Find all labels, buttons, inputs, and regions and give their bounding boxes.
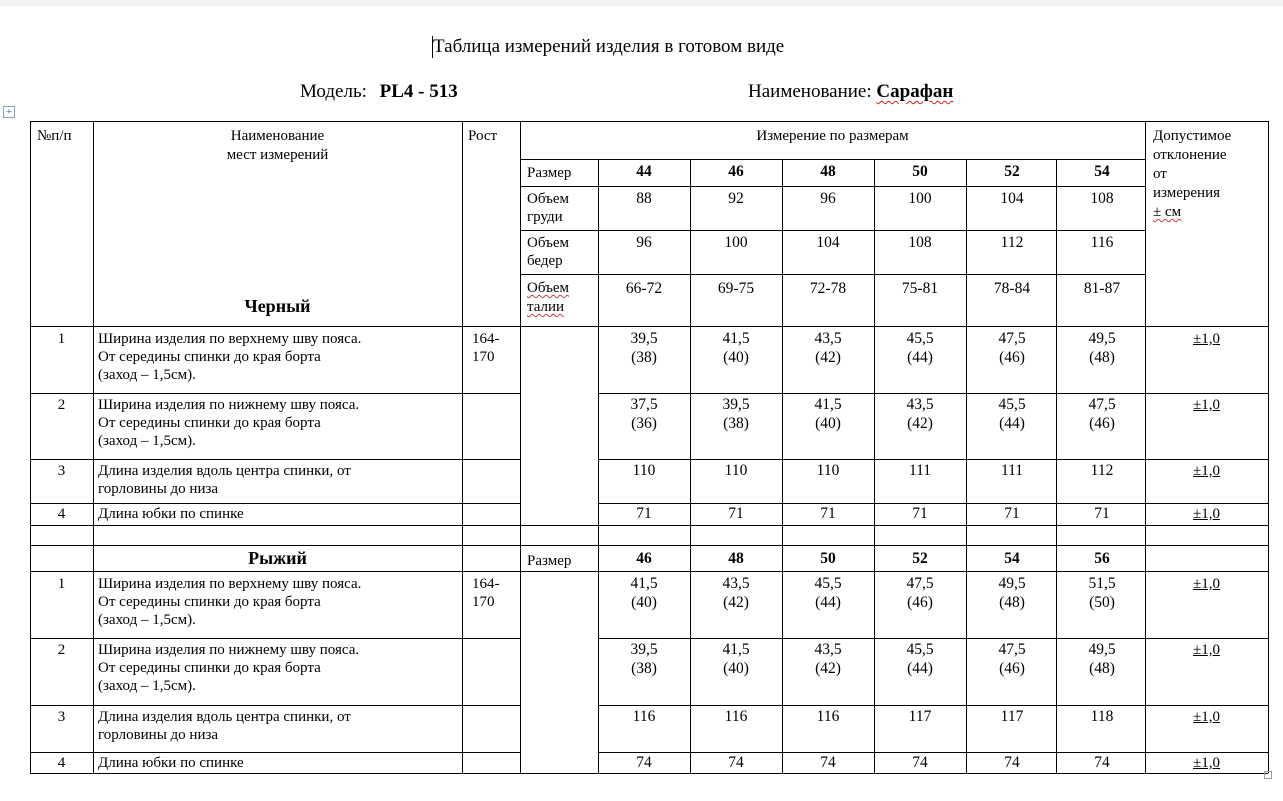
measurement-value: (42) xyxy=(723,594,749,611)
table-border xyxy=(690,326,691,773)
measurement-value: (38) xyxy=(631,349,657,366)
measurement-value: (44) xyxy=(907,349,933,366)
measurement-value: 45,5 xyxy=(906,330,934,347)
measurement-value: 49,5 xyxy=(998,575,1026,592)
header-place: Наименование xyxy=(230,128,325,144)
table-border xyxy=(598,159,599,326)
measurement-value: 74 xyxy=(636,754,652,771)
table-border xyxy=(30,752,520,753)
waist-value: 72-78 xyxy=(809,280,847,297)
row-number: 3 xyxy=(57,709,66,725)
height-value: 170 xyxy=(472,349,495,365)
size-value: 48 xyxy=(728,550,744,567)
chest-value: 96 xyxy=(820,190,836,207)
measurement-value: 47,5 xyxy=(998,641,1026,658)
waist-label: талии xyxy=(527,299,565,315)
row-description: От середины спинки до края борта xyxy=(98,594,321,610)
table-border xyxy=(30,525,1268,526)
size-value: 56 xyxy=(1094,550,1110,567)
table-border xyxy=(598,752,1268,753)
measurement-value: 51,5 xyxy=(1088,575,1116,592)
chest-label: груди xyxy=(527,209,563,225)
size-value: 52 xyxy=(1004,163,1020,180)
measurement-value: 71 xyxy=(820,505,836,522)
measurement-value: (36) xyxy=(631,415,657,432)
measurement-value: (46) xyxy=(999,660,1025,677)
row-number: 4 xyxy=(57,755,66,771)
measurement-value: 37,5 xyxy=(630,396,658,413)
measurement-value: (42) xyxy=(815,349,841,366)
measurement-value: 41,5 xyxy=(630,575,658,592)
measurement-value: 116 xyxy=(816,708,840,725)
table-border xyxy=(30,393,520,394)
section-title: Черный xyxy=(244,296,311,316)
table-border xyxy=(598,638,1268,639)
header-number: №п/п xyxy=(37,128,72,144)
measurement-value: 39,5 xyxy=(630,330,658,347)
measurement-value: 43,5 xyxy=(722,575,750,592)
row-description: От середины спинки до края борта xyxy=(98,660,321,676)
tolerance-value: ±1,0 xyxy=(1193,463,1220,479)
measurement-value: 71 xyxy=(728,505,744,522)
measurement-value: (50) xyxy=(1089,594,1115,611)
measurement-value: (40) xyxy=(723,349,749,366)
measurement-value: 74 xyxy=(1094,754,1110,771)
measurement-value: (38) xyxy=(631,660,657,677)
model-line xyxy=(300,81,458,103)
row-description: горловины до низа xyxy=(98,727,219,743)
measurement-value: 71 xyxy=(1004,505,1020,522)
size-label: Размер xyxy=(527,553,572,569)
row-number: 3 xyxy=(57,463,66,479)
measurement-value: 71 xyxy=(912,505,928,522)
measurement-value: 49,5 xyxy=(1088,330,1116,347)
row-description: Длина юбки по спинке xyxy=(98,755,244,771)
table-right-border xyxy=(1268,121,1269,773)
hips-value: 112 xyxy=(1000,234,1024,251)
measurement-value: (46) xyxy=(907,594,933,611)
hips-value: 108 xyxy=(908,234,932,251)
measurement-value: 110 xyxy=(816,462,840,479)
model-value: PL4 - 513 xyxy=(379,81,458,102)
table-border xyxy=(520,121,521,773)
table-border xyxy=(30,503,520,504)
row-description: Ширина изделия по верхнему шву пояса. xyxy=(98,576,362,592)
table-border xyxy=(30,326,1268,327)
table-left-border xyxy=(30,121,31,773)
table-border xyxy=(966,326,967,773)
section-title: Рыжий xyxy=(248,548,307,568)
measurement-value: 74 xyxy=(728,754,744,771)
row-description: (заход – 1,5см). xyxy=(98,433,196,449)
measurement-value: (48) xyxy=(999,594,1025,611)
measurement-value: 116 xyxy=(632,708,656,725)
measurement-value: 41,5 xyxy=(722,641,750,658)
header-tolerance: отклонение xyxy=(1153,147,1227,163)
measurement-value: 45,5 xyxy=(814,575,842,592)
size-value: 52 xyxy=(912,550,928,567)
row-description: Длина юбки по спинке xyxy=(98,506,244,522)
table-border xyxy=(874,326,875,773)
table-border xyxy=(598,393,1268,394)
measurement-value: 118 xyxy=(1090,708,1114,725)
table-border xyxy=(30,638,520,639)
table-border xyxy=(520,274,1145,275)
measurement-value: 117 xyxy=(908,708,932,725)
table-border xyxy=(30,571,1268,572)
measurement-value: 116 xyxy=(724,708,748,725)
tolerance-value: ±1,0 xyxy=(1193,576,1220,592)
measurement-value: (40) xyxy=(815,415,841,432)
table-border xyxy=(520,230,1145,231)
chest-value: 92 xyxy=(728,190,744,207)
size-value: 54 xyxy=(1094,163,1110,180)
measurement-value: 110 xyxy=(632,462,656,479)
chest-value: 100 xyxy=(908,190,932,207)
measurement-value: (44) xyxy=(907,660,933,677)
chest-value: 88 xyxy=(636,190,652,207)
row-description: Ширина изделия по нижнему шву пояса. xyxy=(98,642,360,658)
measurement-value: 74 xyxy=(1004,754,1020,771)
size-label: Размер xyxy=(527,165,572,181)
window-top-bar xyxy=(0,0,1283,6)
chest-value: 104 xyxy=(1000,190,1024,207)
row-description: Ширина изделия по верхнему шву пояса. xyxy=(98,331,362,347)
height-value: 164- xyxy=(472,331,500,347)
size-value: 46 xyxy=(636,550,652,567)
waist-value: 66-72 xyxy=(625,280,663,297)
waist-value: 69-75 xyxy=(717,280,755,297)
row-number: 1 xyxy=(57,576,66,592)
row-number: 4 xyxy=(57,506,66,522)
row-description: От середины спинки до края борта xyxy=(98,415,321,431)
table-border xyxy=(874,159,875,326)
table-border xyxy=(30,545,1268,546)
measurement-value: 47,5 xyxy=(1088,396,1116,413)
header-tolerance: Допустимое xyxy=(1153,128,1232,144)
size-value: 44 xyxy=(636,163,652,180)
measurement-value: 45,5 xyxy=(906,641,934,658)
header-tolerance: от xyxy=(1153,166,1167,182)
row-description: Длина изделия вдоль центра спинки, от xyxy=(98,709,351,725)
table-border xyxy=(598,459,1268,460)
measurement-value: 41,5 xyxy=(722,330,750,347)
measurement-value: 39,5 xyxy=(722,396,750,413)
table-border xyxy=(966,159,967,326)
measurement-value: 39,5 xyxy=(630,641,658,658)
measurement-value: (48) xyxy=(1089,349,1115,366)
size-value: 50 xyxy=(820,550,836,567)
size-value: 48 xyxy=(820,163,836,180)
table-resize-handle-icon[interactable] xyxy=(1264,771,1272,779)
measurement-value: 45,5 xyxy=(998,396,1026,413)
table-border xyxy=(1056,159,1057,326)
row-description: (заход – 1,5см). xyxy=(98,678,196,694)
measurement-value: 111 xyxy=(1000,462,1024,479)
header-measure: Измерение по размерам xyxy=(756,128,909,144)
measurement-value: 112 xyxy=(1090,462,1114,479)
table-top-border xyxy=(30,121,1268,122)
measurement-value: (42) xyxy=(815,660,841,677)
measurement-value: (46) xyxy=(999,349,1025,366)
table-border xyxy=(1056,326,1057,773)
product-name-line xyxy=(748,81,953,103)
measurement-value: (40) xyxy=(723,660,749,677)
measurement-value: (42) xyxy=(907,415,933,432)
table-border xyxy=(598,503,1268,504)
product-name-label: Наименование: xyxy=(748,81,872,102)
row-number: 2 xyxy=(57,397,66,413)
waist-value: 78-84 xyxy=(993,280,1031,297)
chest-value: 108 xyxy=(1090,190,1114,207)
measurement-value: (40) xyxy=(631,594,657,611)
measurement-value: (48) xyxy=(1089,660,1115,677)
table-move-handle-icon[interactable]: + xyxy=(3,106,15,118)
measurement-value: 41,5 xyxy=(814,396,842,413)
measurement-value: (44) xyxy=(999,415,1025,432)
measurement-value: 47,5 xyxy=(906,575,934,592)
table-border xyxy=(30,705,520,706)
header-tolerance: ± см xyxy=(1153,204,1182,220)
measurement-value: 74 xyxy=(912,754,928,771)
measurement-value: 74 xyxy=(820,754,836,771)
product-name-value: Сарафан xyxy=(876,81,954,102)
table-border xyxy=(782,326,783,773)
document-title[interactable]: Таблица измерений изделия в готовом виде xyxy=(433,36,785,57)
row-number: 2 xyxy=(57,642,66,658)
row-description: Ширина изделия по нижнему шву пояса. xyxy=(98,397,360,413)
hips-label: бедер xyxy=(527,253,563,269)
tolerance-value: ±1,0 xyxy=(1193,331,1220,347)
hips-value: 96 xyxy=(636,234,652,251)
table-border xyxy=(520,159,1145,160)
table-border xyxy=(462,121,463,773)
chest-label: Объем xyxy=(527,191,569,207)
measurement-value: 49,5 xyxy=(1088,641,1116,658)
tolerance-value: ±1,0 xyxy=(1193,709,1220,725)
row-number: 1 xyxy=(57,331,66,347)
table-border xyxy=(598,705,1268,706)
measurement-value: (44) xyxy=(815,594,841,611)
table-border xyxy=(520,186,1145,187)
hips-label: Объем xyxy=(527,235,569,251)
height-value: 164- xyxy=(472,576,500,592)
waist-label: Объем xyxy=(527,280,569,296)
header-place: мест измерений xyxy=(226,147,329,163)
tolerance-value: ±1,0 xyxy=(1193,397,1220,413)
measurement-value: (38) xyxy=(723,415,749,432)
table-bottom-border xyxy=(30,773,1268,774)
measurement-value: 110 xyxy=(724,462,748,479)
tolerance-value: ±1,0 xyxy=(1193,642,1220,658)
hips-value: 116 xyxy=(1090,234,1114,251)
model-label: Модель: xyxy=(300,81,367,102)
header-tolerance: измерения xyxy=(1153,185,1221,201)
measurement-value: 71 xyxy=(1094,505,1110,522)
row-description: (заход – 1,5см). xyxy=(98,367,196,383)
hips-value: 104 xyxy=(816,234,840,251)
table-border xyxy=(93,121,94,773)
measurement-value: 117 xyxy=(1000,708,1024,725)
row-description: От середины спинки до края борта xyxy=(98,349,321,365)
waist-value: 81-87 xyxy=(1083,280,1121,297)
hips-value: 100 xyxy=(724,234,748,251)
tolerance-value: ±1,0 xyxy=(1193,755,1220,771)
measurement-value: 47,5 xyxy=(998,330,1026,347)
table-border xyxy=(690,159,691,326)
row-description: Длина изделия вдоль центра спинки, от xyxy=(98,463,351,479)
waist-value: 75-81 xyxy=(901,280,939,297)
row-description: (заход – 1,5см). xyxy=(98,612,196,628)
measurement-value: (46) xyxy=(1089,415,1115,432)
row-description: горловины до низа xyxy=(98,481,219,497)
measurement-value: 43,5 xyxy=(906,396,934,413)
table-border xyxy=(30,459,520,460)
table-border xyxy=(598,326,599,773)
size-value: 46 xyxy=(728,163,744,180)
measurement-value: 43,5 xyxy=(814,641,842,658)
measurement-value: 111 xyxy=(908,462,932,479)
size-value: 54 xyxy=(1004,550,1020,567)
size-value: 50 xyxy=(912,163,928,180)
height-value: 170 xyxy=(472,594,495,610)
measurement-value: 71 xyxy=(636,505,652,522)
tolerance-value: ±1,0 xyxy=(1193,506,1220,522)
measurement-value: 43,5 xyxy=(814,330,842,347)
header-height: Рост xyxy=(468,128,498,144)
table-border xyxy=(782,159,783,326)
